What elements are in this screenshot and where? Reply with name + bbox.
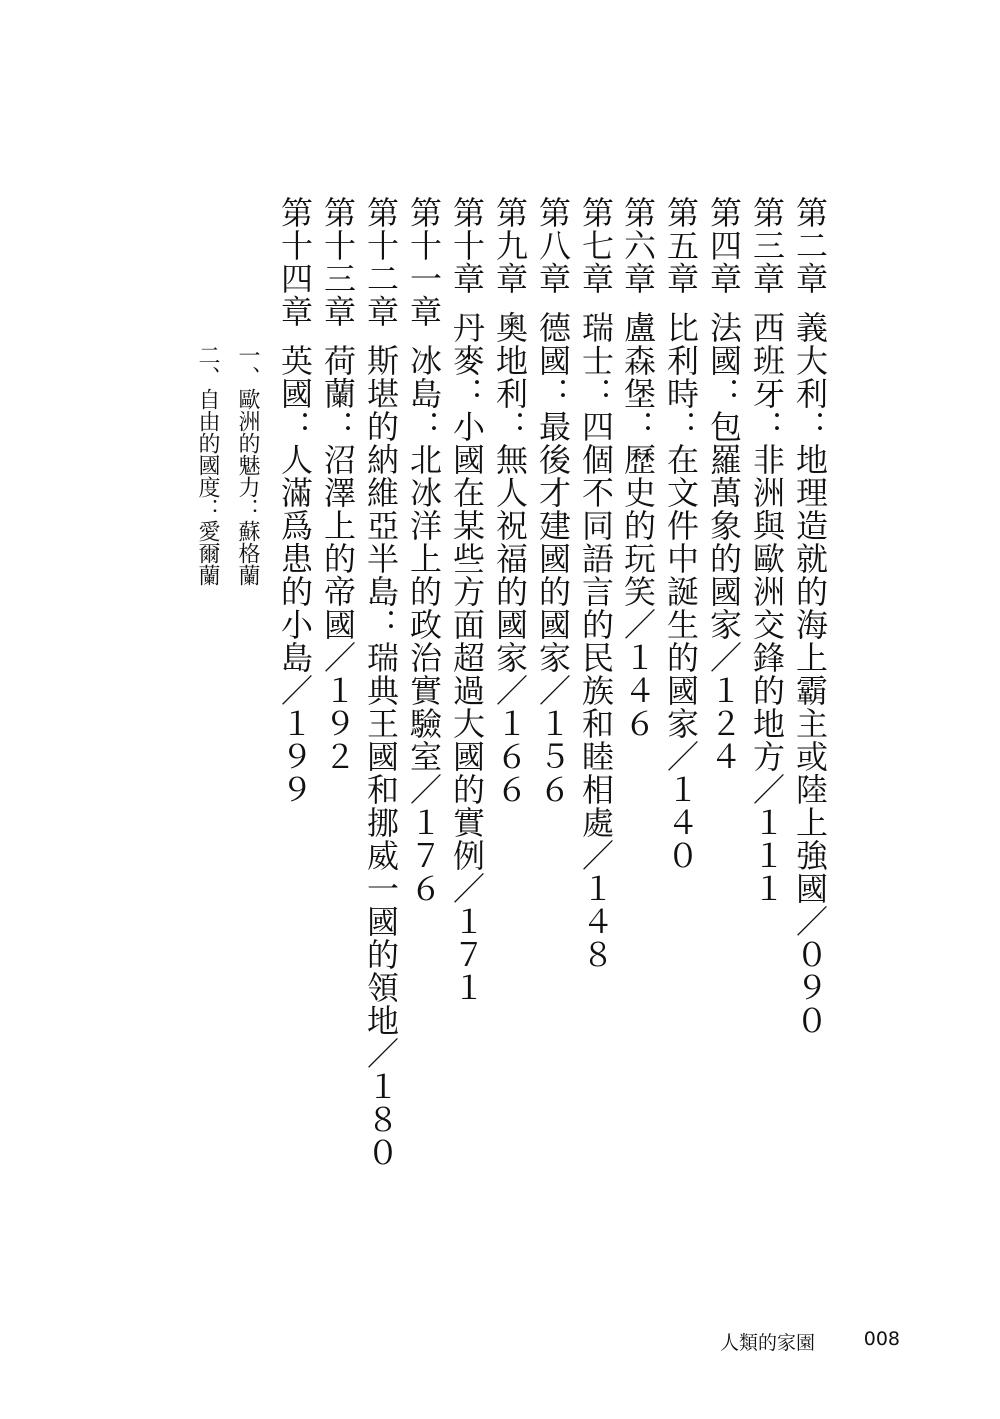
toc-entry-ch14 (276, 196, 314, 806)
toc-entry-ch6 (619, 196, 657, 740)
toc-chapter-title: 瑞士：四個不同語言的民族和睦相處／１４８ (577, 311, 615, 971)
toc-subsection-ireland: 二、自由的國度：愛爾蘭 (195, 344, 220, 586)
toc-chapter-title: 丹麥：小國在某些方面超過大國的實例／１７１ (448, 311, 486, 1004)
toc-entry-ch2 (791, 196, 829, 1037)
toc-chapter-title: 奧地利：無人祝福的國家／１６６ (491, 311, 529, 806)
toc-chapter-title: 西班牙：非洲與歐洲交鋒的地方／１１１ (748, 311, 786, 905)
toc-chapter-title: 德國：最後才建國的國家／１５６ (534, 311, 572, 806)
running-book-title: 人類的家園 (720, 1332, 816, 1354)
toc-subsection-scotland: 一、歐洲的魅力：蘇格蘭 (235, 344, 260, 586)
toc-chapter-title: 冰島：北冰洋上的政治實驗室／１７６ (405, 344, 443, 905)
toc-chapter-number: 第二章 (791, 196, 829, 295)
toc-chapter-number: 第九章 (491, 196, 529, 295)
toc-entry-ch7 (577, 196, 615, 971)
toc-chapter-title: 法國：包羅萬象的國家／１２４ (705, 311, 743, 773)
toc-chapter-title: 斯堪的納維亞半島：瑞典王國和挪威一國的領地／１８０ (362, 344, 400, 1169)
toc-chapter-title: 義大利：地理造就的海上霸主或陸上強國／０９０ (791, 311, 829, 1037)
toc-chapter-number: 第四章 (705, 196, 743, 295)
toc-chapter-number: 第八章 (534, 196, 572, 295)
toc-chapter-number: 第三章 (748, 196, 786, 295)
toc-entry-ch8 (534, 196, 572, 806)
toc-entry-ch12 (362, 196, 400, 1169)
toc-chapter-title: 比利時：在文件中誕生的國家／１４０ (662, 311, 700, 872)
toc-chapter-number: 第七章 (577, 196, 615, 295)
toc-chapter-title: 盧森堡：歷史的玩笑／１４６ (619, 311, 657, 740)
toc-entry-ch9 (491, 196, 529, 806)
page-footer (720, 1328, 900, 1355)
toc-entry-ch3 (748, 196, 786, 905)
toc-chapter-number: 第十二章 (362, 196, 400, 328)
toc-chapter-number: 第六章 (619, 196, 657, 295)
toc-chapter-title: 荷蘭：沼澤上的帝國／１９２ (319, 344, 357, 773)
toc-entry-ch10 (448, 196, 486, 1004)
toc-chapter-number: 第十三章 (319, 196, 357, 328)
toc-chapter-number: 第五章 (662, 196, 700, 295)
toc-entry-ch5 (662, 196, 700, 872)
toc-entry-ch13 (319, 196, 357, 773)
toc-chapter-number: 第十章 (448, 196, 486, 295)
toc-chapter-title: 英國：人滿爲患的小島／１９９ (276, 344, 314, 806)
toc-chapter-number: 第十一章 (405, 196, 443, 328)
toc-chapter-number: 第十四章 (276, 196, 314, 328)
toc-entry-ch11 (405, 196, 443, 905)
page-number: 008 (863, 1328, 900, 1350)
toc-entry-ch4 (705, 196, 743, 773)
